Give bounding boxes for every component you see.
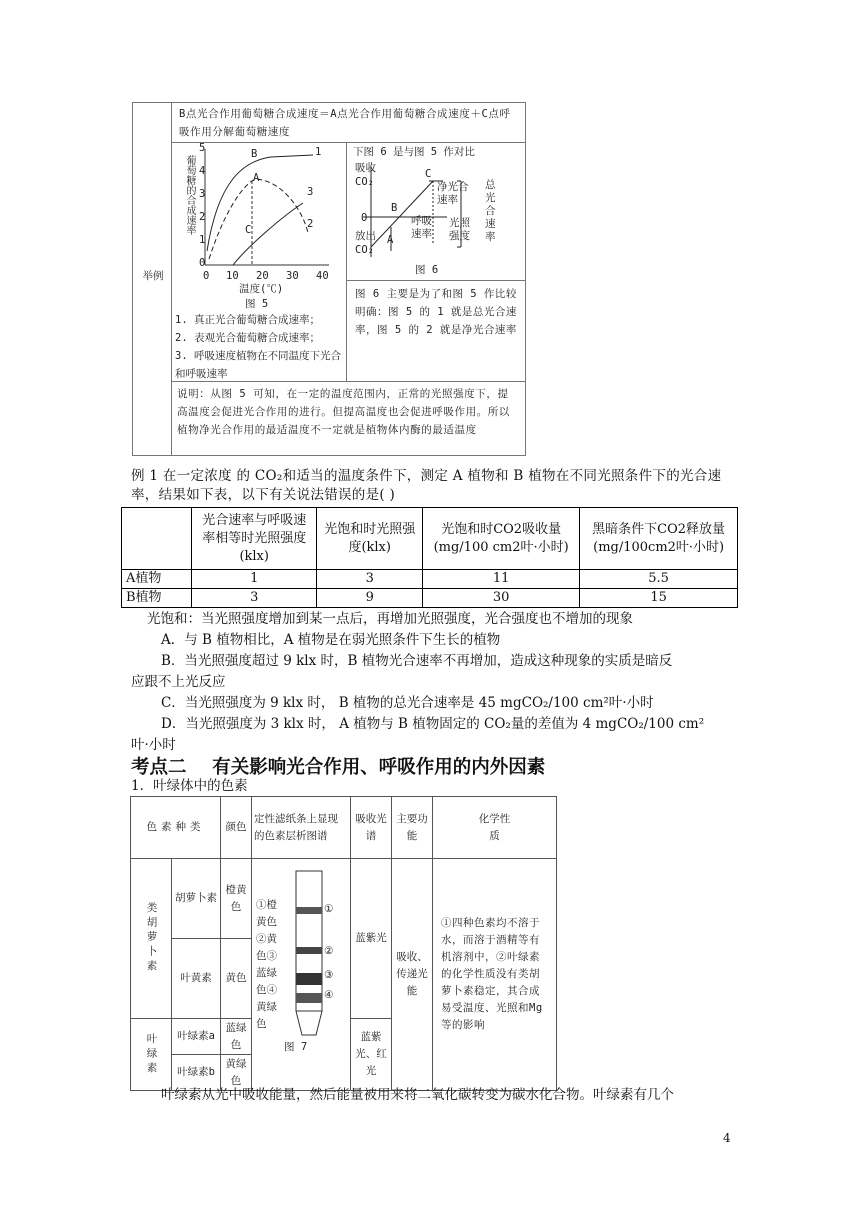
pigment-chl-a-color: 蓝绿色 <box>221 1019 252 1055</box>
fig6-light: 光照强度 <box>449 217 470 242</box>
pigment-group-carotenoid: 类胡萝卜素 <box>131 859 172 1019</box>
fig5-xtick-40: 40 <box>316 270 329 282</box>
pigment-header-function: 主要功能 <box>392 797 433 859</box>
fig5-curve-1: 1 <box>315 146 322 158</box>
section-title: 考点二 有关影响光合作用、呼吸作用的内外因素 <box>131 757 546 778</box>
option-b-line2: 应跟不上光反应 <box>131 674 226 690</box>
table-header: 光饱和时CO2吸收量(mg/100 cm2叶·小时) <box>423 508 580 570</box>
intro-formula: B点光合作用葡萄糖合成速度＝A点光合作用葡萄糖合成速度＋C点呼吸作用分解葡萄糖速度 <box>179 108 511 138</box>
table-cell: 11 <box>423 570 580 589</box>
pigment-carotene: 胡萝卜素 <box>172 859 221 939</box>
pigment-group-chlorophyll: 叶绿素 <box>131 1019 172 1091</box>
table-header: 光饱和时光照强度(klx) <box>317 508 423 570</box>
fig6-origin: O <box>361 212 368 224</box>
table-cell: B植物 <box>122 589 192 608</box>
option-d-line1: D．当光照强度为 3 klx 时， A 植物与 B 植物固定的 CO₂量的差值为 4 mgCO₂/100 cm² <box>161 716 705 732</box>
light-saturation-note: 光饱和：当光照强度增加到某一点后，再增加光照强度，光合强度也不增加的现象 <box>147 611 633 627</box>
fig6-release: 放出 <box>355 230 376 242</box>
band-label-4: ④ <box>324 989 334 1001</box>
pigment-chl-b: 叶绿素b <box>172 1055 221 1091</box>
fig6-caption: 图 6 <box>415 264 439 276</box>
fig5-xlabel: 温度(℃) <box>239 283 284 295</box>
fig6-resp: 呼吸速率 <box>411 215 432 240</box>
fig5-xtick-0: 0 <box>203 270 210 282</box>
intro-explanation: 说明：从图 5 可知，在一定的温度范围内，正常的光照强度下，提高温度会促进光合作用的进行。但提高温度也会促进呼吸作用。所以植物净光合作用的最适温度不一定就是植物体内酶的最适温度 <box>177 388 510 436</box>
fig6-title: 下图 6 是与图 5 作对比 <box>353 146 475 158</box>
spectrum-blue-violet: 蓝紫光 <box>351 859 392 1019</box>
table-cell: A植物 <box>122 570 192 589</box>
table-header: 光合速率与呼吸速率相等时光照强度(klx) <box>192 508 317 570</box>
table-header: 黑暗条件下CO2释放量(mg/100cm2叶·小时) <box>580 508 738 570</box>
fig7-caption: 图 7 <box>284 1041 308 1053</box>
table-cell: 1 <box>192 570 317 589</box>
pigment-carotene-color: 橙黄色 <box>221 859 252 939</box>
fig5-ytick-2: 2 <box>199 211 206 223</box>
fig6-co2-top: CO₂ <box>355 176 374 188</box>
pigment-function: 吸收、传递光能 <box>392 859 433 1091</box>
fig5-ytick-5: 5 <box>199 142 206 154</box>
pigment-header-chem: 化学性质 <box>433 797 557 859</box>
option-d-line2: 叶·小时 <box>131 737 176 753</box>
fig6-point-b: B <box>391 202 398 214</box>
band-label-3: ③ <box>324 969 334 981</box>
pigment-chl-a: 叶绿素a <box>172 1019 221 1055</box>
example1-table <box>121 507 738 608</box>
fig5-ytick-3: 3 <box>199 188 206 200</box>
fig5-ytick-0: 0 <box>199 257 206 269</box>
fig6-net: 净光合速率 <box>437 181 469 206</box>
table-cell: 30 <box>423 589 580 608</box>
pigment-chemistry: ①四种色素均不溶于水，而溶于酒精等有机溶剂中，②叶绿素的化学性质没有类胡萝卜素稳定，其合成易受温度、光照和Mg等的影响 <box>433 859 557 1091</box>
page-number: 4 <box>723 1131 731 1145</box>
table-header <box>122 508 192 570</box>
fig6-absorb: 吸收 <box>355 162 376 174</box>
fig5-curve-2: 2 <box>307 218 314 230</box>
spectrum-blue-violet-red: 蓝紫光、红光 <box>351 1019 392 1091</box>
fig5-note-1: 1. 真正光合葡萄糖合成速率； <box>175 314 320 326</box>
pigment-table <box>130 796 557 1091</box>
fig6-co2-bottom: CO₂ <box>355 244 374 256</box>
fig5-curve-3: 3 <box>307 186 314 198</box>
fig5-point-c: C <box>245 224 252 236</box>
table-cell: 3 <box>192 589 317 608</box>
chromatogram-cell <box>252 859 351 1091</box>
fig5-point-b: B <box>251 148 258 160</box>
closing-paragraph: 叶绿素从光中吸收能量，然后能量被用来将二氧化碳转变为碳水化合物。叶绿素有几个 <box>161 1087 674 1103</box>
table-row <box>122 589 738 608</box>
band-label-2: ② <box>324 945 334 957</box>
option-b-line1: B．当光照强度超过 9 klx 时，B 植物光合速率不再增加，造成这种现象的实质是暗反 <box>161 653 673 669</box>
fig6-point-a: A <box>387 234 394 246</box>
fig5-note-2: 2. 表观光合葡萄糖合成速率； <box>175 332 320 344</box>
fig5-caption: 图 5 <box>245 298 269 310</box>
table-cell: 3 <box>317 570 423 589</box>
fig5-ytick-1: 1 <box>199 234 206 246</box>
table-cell: 5.5 <box>580 570 738 589</box>
fig5-xtick-30: 30 <box>286 270 299 282</box>
table-cell: 15 <box>580 589 738 608</box>
pigment-xanthophyll: 叶黄素 <box>172 939 221 1019</box>
pigment-xanthophyll-color: 黄色 <box>221 939 252 1019</box>
band-label-1: ① <box>324 903 334 915</box>
table-row <box>122 570 738 589</box>
fig5-point-a: A <box>253 172 260 184</box>
option-c: C．当光照强度为 9 klx 时， B 植物的总光合速率是 45 mgCO₂/100 cm²叶·小时 <box>161 695 654 711</box>
pigment-chl-b-color: 黄绿色 <box>221 1055 252 1091</box>
chromatogram-strip <box>288 867 344 1067</box>
pigment-header-color: 颜色 <box>221 797 252 859</box>
pigment-header-chrom: 定性滤纸条上显现的色素层析图谱 <box>252 797 351 859</box>
pigment-header-kind: 色素种类 <box>131 797 221 859</box>
option-a: A．与 B 植物相比，A 植物是在弱光照条件下生长的植物 <box>161 632 501 648</box>
subsection-title: 1．叶绿体中的色素 <box>131 778 248 794</box>
fig6-note: 图 6 主要是为了和图 5 作比较明确：图 5 的 1 就是总光合速率，图 5 的 2 就是净光合速率 <box>355 288 517 336</box>
pigment-header-spectrum: 吸收光谱 <box>351 797 392 859</box>
fig5-note-3: 3. 呼吸速度植物在不同温度下光合和呼吸速率 <box>175 350 341 380</box>
fig5-xtick-10: 10 <box>226 270 239 282</box>
intro-table <box>132 102 526 456</box>
fig5-ylabel: 葡萄糖的合成速率 <box>184 155 195 235</box>
fig6-total: 总光合速率 <box>485 179 496 243</box>
fig5-xtick-20: 20 <box>256 270 269 282</box>
example1-stem: 例 1 在一定浓度 的 CO₂和适当的温度条件下，测定 A 植物和 B 植物在不同光照条件下的光合速率，结果如下表，以下有关说法错误的是( ) <box>131 468 722 503</box>
table-cell: 9 <box>317 589 423 608</box>
band-colors: ①橙黄色②黄色③蓝绿色④黄绿色 <box>256 899 277 1030</box>
fig5-ytick-4: 4 <box>199 165 206 177</box>
intro-label: 举例 <box>142 270 164 282</box>
fig6-point-c: C <box>425 168 432 180</box>
